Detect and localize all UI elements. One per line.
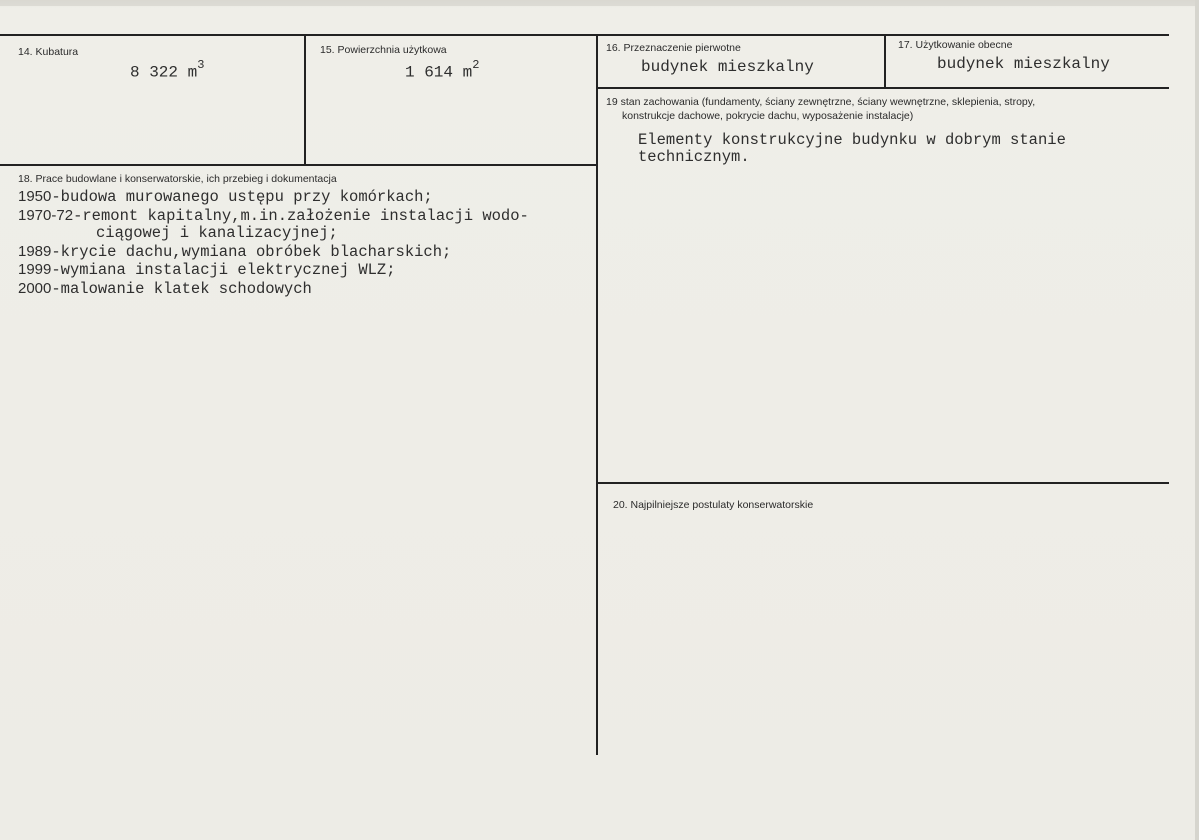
- works-entry: [18, 188, 529, 207]
- divider-16-17: [884, 35, 886, 88]
- works-text: ciągowej i kanalizacyjnej;: [96, 224, 338, 242]
- field-18-label: 18. Prace budowlane i konserwatorskie, ich przebieg i dokumentacja: [18, 173, 337, 185]
- works-year: 1999: [18, 261, 52, 278]
- divider-15-16: [596, 35, 598, 755]
- works-text: -wymiana instalacji elektrycznej WLZ;: [51, 261, 396, 279]
- area-unit-exponent: 2: [472, 58, 480, 72]
- scan-right-edge: [1195, 0, 1199, 840]
- field-19-label-line2: konstrukcje dachowe, pokrycie dachu, wyposażenie instalacje): [622, 110, 914, 122]
- works-year: 1989: [18, 242, 52, 260]
- field-20-label: 20. Najpilniejsze postulaty konserwatorskie: [613, 499, 814, 511]
- works-text: -remont kapitalny,m.in.założenie instalacji wodo-: [73, 206, 529, 225]
- works-history-list: [18, 188, 529, 298]
- field-15-label: 15. Powierzchnia użytkowa: [320, 44, 447, 56]
- works-entry: [18, 207, 529, 226]
- volume-unit-exponent: 3: [197, 58, 205, 72]
- field-19-label-line1: 19 stan zachowania (fundamenty, ściany zewnętrzne, ściany wewnętrzne, sklepienia, stropy,: [606, 96, 1036, 108]
- field-19-text-line1: Elementy konstrukcyjne budynku w dobrym stanie: [638, 131, 1066, 149]
- top-rule: [0, 34, 1169, 36]
- works-entry: [18, 243, 529, 262]
- works-entry-continuation: [18, 225, 529, 243]
- volume-value: 8 322 m: [130, 63, 198, 82]
- rule-above-18: [0, 164, 597, 166]
- field-17-label: 17. Użytkowanie obecne: [898, 39, 1013, 51]
- works-year: 1970-72: [18, 206, 74, 224]
- works-entry: [18, 261, 529, 280]
- scan-top-edge: [0, 0, 1199, 6]
- field-17-value: budynek mieszkalny: [937, 55, 1110, 73]
- field-14-value: [130, 60, 204, 81]
- field-16-label: 16. Przeznaczenie pierwotne: [606, 42, 741, 54]
- field-15-value: [405, 60, 479, 81]
- field-19-text-line2: technicznym.: [638, 148, 750, 166]
- rule-under-16-17: [597, 87, 1169, 89]
- field-14-label: 14. Kubatura: [18, 46, 79, 58]
- area-value: 1 614 m: [405, 63, 473, 82]
- rule-above-20: [597, 482, 1169, 484]
- works-year: 1950: [18, 188, 52, 205]
- works-entry: [18, 280, 529, 299]
- works-text: -krycie dachu,wymiana obróbek blacharskich;: [51, 242, 452, 261]
- works-text: -malowanie klatek schodowych: [51, 279, 312, 298]
- divider-14-15: [304, 35, 306, 165]
- field-16-value: budynek mieszkalny: [641, 58, 814, 76]
- works-year: 2000: [18, 279, 52, 297]
- works-text: -budowa murowanego ustępu przy komórkach;: [51, 188, 433, 206]
